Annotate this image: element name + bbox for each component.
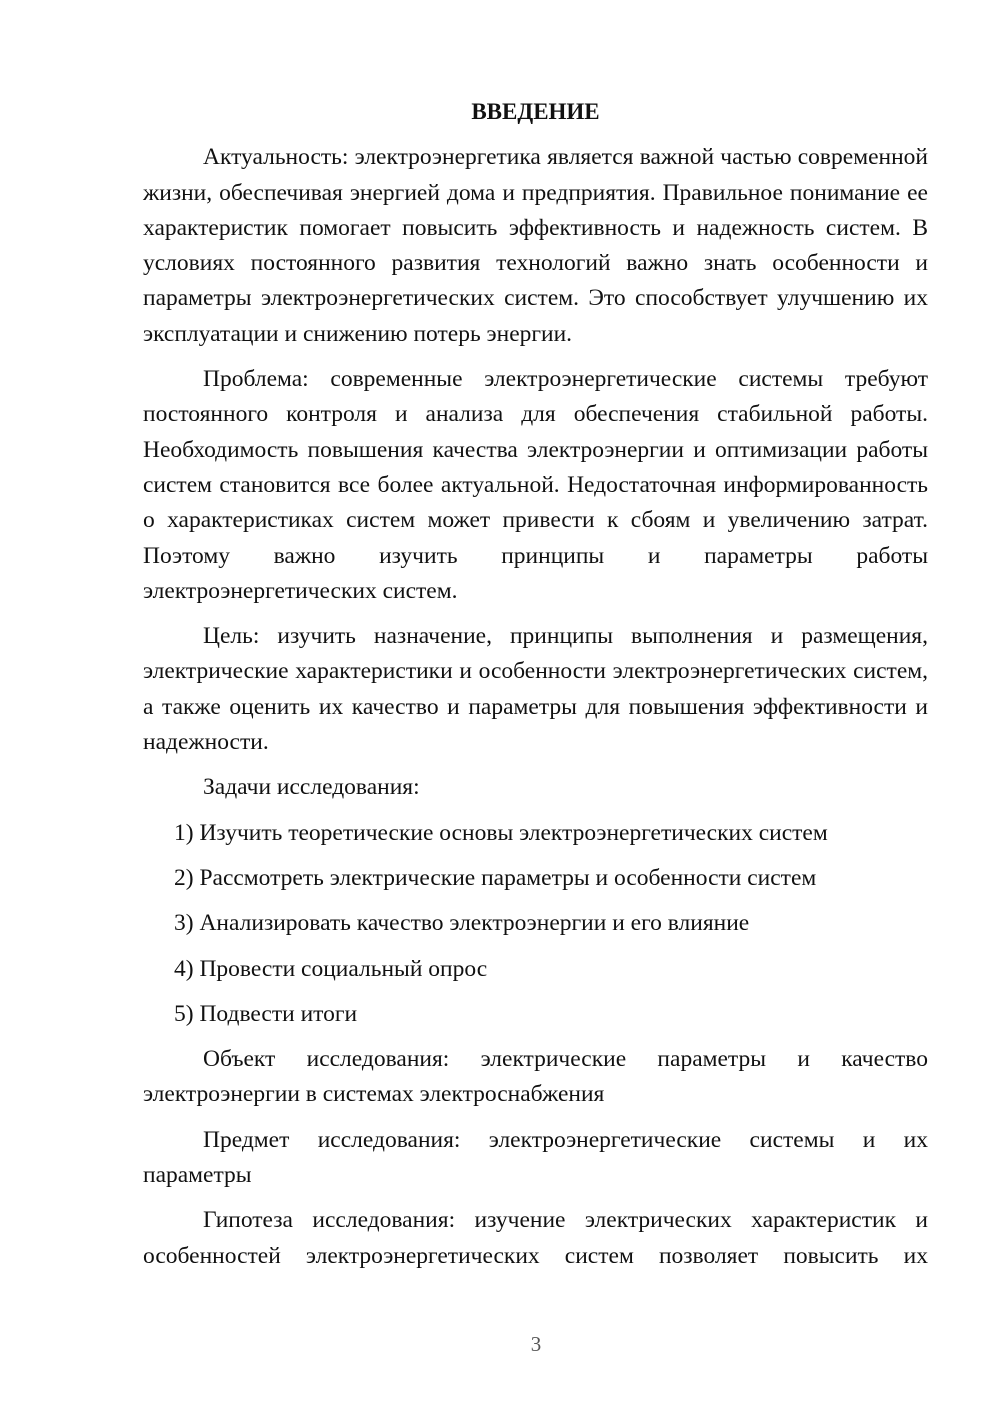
tasks-label: Задачи исследования:: [203, 774, 420, 801]
task-item: 5) Подвести итоги: [174, 1000, 358, 1027]
goal-paragraph: Цель: изучить назначение, принципы выполнения и размещения, электрические характеристики и особенности электроэнергетических систем, а также оценить их качество и параметры для повышения эффективности и надежности.: [143, 623, 928, 756]
hypothesis-paragraph: Гипотеза исследования: изучение электрических характеристик и особенностей электроэнергетических систем позволяет повысить их: [143, 1207, 928, 1269]
subject-paragraph: Предмет исследования: электроэнергетические системы и их параметры: [143, 1126, 928, 1189]
section-heading: ВВЕДЕНИЕ: [471, 99, 600, 124]
task-item: 2) Рассмотреть электрические параметры и особенности систем: [174, 864, 817, 891]
task-item: 3) Анализировать качество электроэнергии и его влияние: [174, 910, 750, 937]
object-paragraph: Объект исследования: электрические параметры и качество электроэнергии в системах электроснабжения: [143, 1046, 928, 1108]
task-item: 4) Провести социальный опрос: [174, 955, 488, 982]
page-number: 3: [530, 1332, 542, 1356]
problem-paragraph: Проблема: современные электроэнергетические системы требуют постоянного контроля и анализа для обеспечения стабильной работы. Необходимость повышения качества электроэнергии и оптимизации работы систем становится все более актуальной. Недостаточная информированность о характеристиках систем может привести к сбоям и увеличению затрат. Поэтому важно изучить принципы и параметры работы электроэнергетических систем.: [143, 366, 928, 604]
page-content: [143, 94, 928, 1274]
relevance-paragraph: Актуальность: электроэнергетика является важной частью современной жизни, обеспечивая энергией дома и предприятия. Правильное понимание ее характеристик помогает повысить эффективность и надежность систем. В условиях постоянного развития технологий важно знать особенности и параметры электроэнергетических систем. Это способствует улучшению их эксплуатации и снижению потерь энергии.: [143, 144, 928, 347]
task-item: 1) Изучить теоретические основы электроэнергетических систем: [174, 819, 828, 846]
